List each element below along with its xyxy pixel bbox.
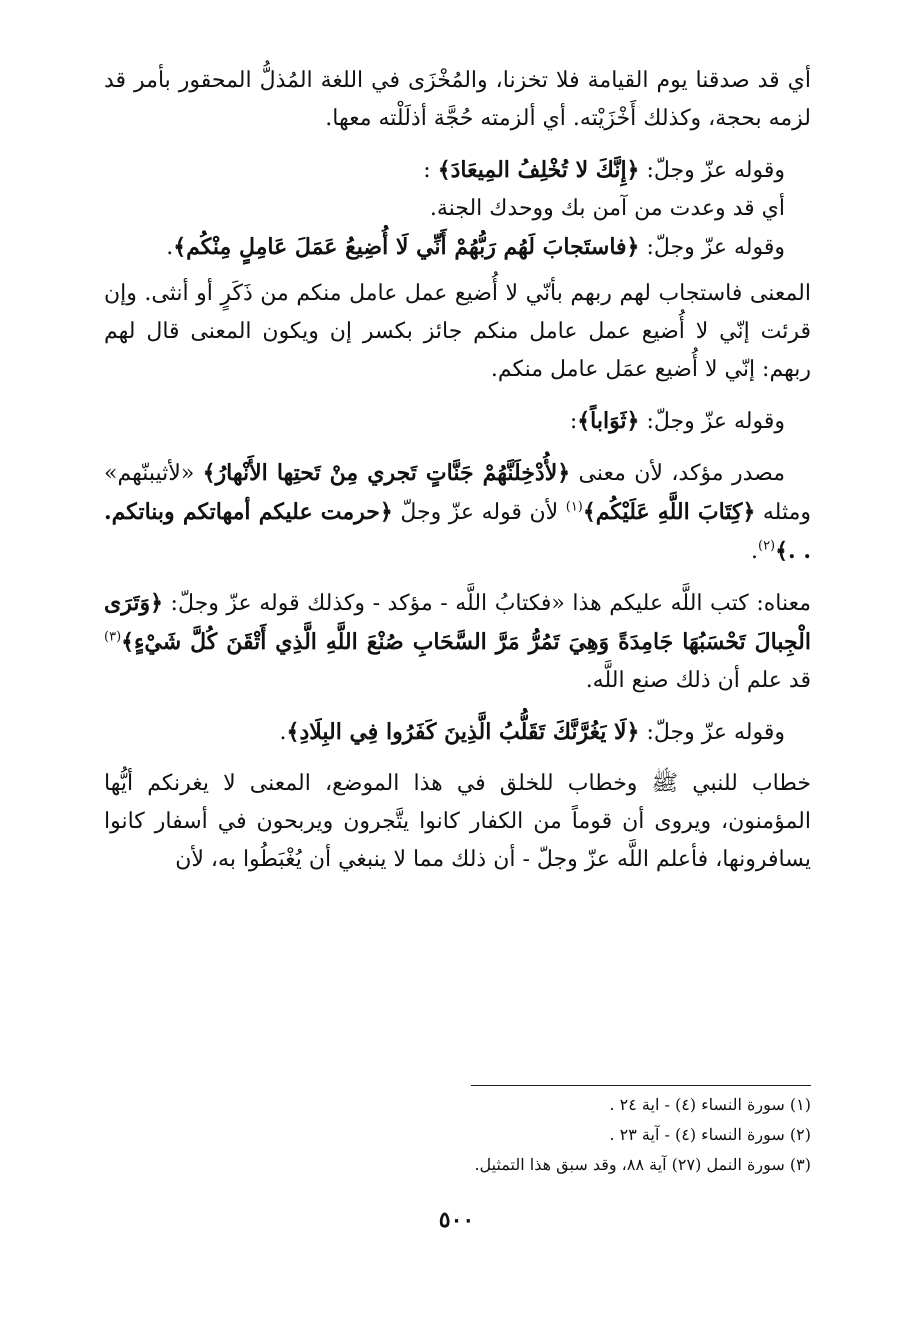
verse-wa-tara-aljibal: ﴿وَتَرَى الْجِبالَ تَحْسَبُهَا جَامِدَةً وَهِيَ تَمُرُّ مَرَّ السَّحَابِ صُنْعَ اللَّهِ الَّذِي أَتْقَنَ كُلَّ شَيْءٍ﴾ [104,590,811,655]
paragraph-6-lead: وقوله عزّ وجلّ: [639,409,785,434]
footnote-ref-2: (٢) [757,538,776,554]
paragraph-9-tail: . [279,720,287,745]
footnotes [104,1090,811,1180]
verse-ladkhilannahum: ﴿لأُدْخِلَنَّهُمْ جَنَّاتٍ تَجري مِنْ تَحتِها الأَنْهارُ﴾ [202,460,571,486]
verse-hurrimat: ﴿حرمت عليكم أمهاتكم وبناتكم. . .﴾ [104,499,811,564]
paragraph-10 [104,765,811,879]
footnote-1: (١) سورة النساء (٤) - اية ٢٤ . [609,1095,811,1114]
paragraph-9 [104,713,811,752]
verse-la-yaghurrannaka: ﴿لَا يَغُرَّنَّكَ تَقَلُّبُ الَّذِينَ كَفَرُوا فِي البِلَادِ﴾ [286,719,640,745]
paragraph-3 [104,190,811,228]
main-text [104,62,811,879]
paragraph-5-text: المعنى فاستجاب لهم ربهم بأنّي لا أُضيع عمل عامل منكم من ذَكَرٍ أو أنثى. وإن قرئت إنّي لا أُضيع عمل عامل منكم جائز بكسر إن ويكون المعنى قال لهم ربهم: إنّي لا أُضيع عمَل عامل منكم. [104,281,811,382]
footnote-3: (٣) سورة النمل (٢٧) آية ٨٨، وقد سبق هذا التمثيل. [474,1155,811,1174]
paragraph-6-tail: : [569,409,578,434]
footnote-ref-1: (١) [565,499,583,515]
verse-kitaba-allah: ﴿كِتَابَ اللَّهِ عَلَيْكُم﴾ [582,499,756,525]
paragraph-8-part-a: معناه: كتب اللَّه عليكم هذا «فكتابُ اللَّه - مؤكد - وكذلك قوله عزّ وجلّ: [163,591,811,616]
paragraph-5 [104,275,811,389]
paragraph-7-part-a: مصدر مؤكد، لأن معنى [570,461,785,486]
verse-fastajaba: ﴿فاستَجابَ لَهُم رَبُّهُمْ أَنِّي لَا أُضِيعُ عَمَلَ عَامِلٍ مِنْكُم﴾ [173,234,640,260]
paragraph-7 [104,454,811,571]
paragraph-2-tail: : [423,158,438,183]
paragraph-4-lead: وقوله عزّ وجلّ: [639,235,785,260]
footnote-divider [471,1085,811,1086]
paragraph-10-text: خطاب للنبي ﷺ وخطاب للخلق في هذا الموضع، المعنى لا يغرنكم أيُّها المؤمنون، ويروى أن قوماً من الكفار كانوا يتَّجرون ويربحون في أسفار كانوا يسافرونها، فأعلم اللَّه عزّ وجلّ - أن ذلك مما لا ينبغي أن يُغْبَطُوا به، لأن [104,771,811,872]
paragraph-2 [104,151,811,190]
paragraph-3-text: أي قد وعدت من آمن بك ووحدك الجنة. [429,196,785,221]
paragraph-4-tail: . [166,235,174,260]
paragraph-8-part-b: قد علم أن ذلك صنع اللَّه. [585,668,811,693]
paragraph-8 [104,584,811,700]
paragraph-1-text: أي قد صدقنا يوم القيامة فلا تخزنا، والمُخْزَى في اللغة المُذلُّ المحقور بأمر قد لزمه بحجة، وكذلك أَخْزَيْته. أي ألزمته حُجَّة أذلَلْته معها. [104,68,811,131]
paragraph-7-part-b: «لأثيبنّهم» ومثله [104,461,811,525]
paragraph-9-lead: وقوله عزّ وجلّ: [639,720,785,745]
paragraph-2-lead: وقوله عزّ وجلّ: [639,158,785,183]
verse-thawaban: ﴿ثَوَاباً﴾ [577,408,640,434]
paragraph-1 [104,62,811,138]
verse-inaka-la-tukhlif: ﴿إِنَّكَ لا تُخْلِفُ المِيعَادَ﴾ [437,157,640,183]
page-number: ٥٠٠ [438,1207,475,1233]
footnote-2: (٢) سورة النساء (٤) - آية ٢٣ . [609,1125,811,1144]
paragraph-7-part-d: . [750,539,758,564]
paragraph-4 [104,228,811,267]
paragraph-6 [104,402,811,441]
paragraph-7-part-c: لأن قوله عزّ وجلّ [392,500,566,525]
footnote-ref-3: (٣) [104,629,122,645]
